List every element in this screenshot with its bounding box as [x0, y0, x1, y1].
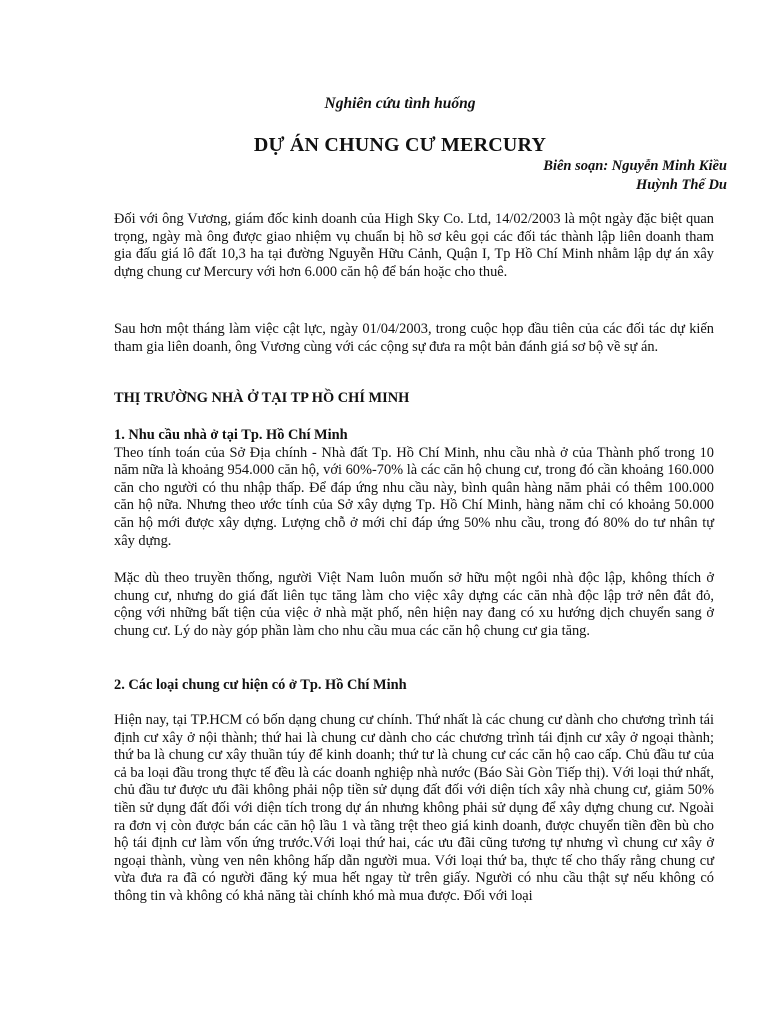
intro-paragraph-1 [114, 211, 714, 281]
subsection-heading-types: 2. Các loại chung cư hiện có ở Tp. Hồ Chí Minh [114, 677, 407, 693]
section-heading-market: THỊ TRƯỜNG NHÀ Ở TẠI TP HỒ CHÍ MINH [114, 390, 410, 406]
subsection-demand [114, 427, 714, 550]
paragraph: Hiện nay, tại TP.HCM có bốn dạng chung cư chính. Thứ nhất là các chung cư dành cho chương trình tái định cư xây ở nội thành; thứ hai là chung cư dành cho các chương trình tái định cư xây ở ngoại thành; thứ ba là chung cư xây thuần túy để kinh doanh; thứ tư là chung cư các căn hộ cao cấp. Chủ đầu tư của cả ba loại đầu trong thực tế đều là các doanh nghiệp nhà nước (Báo Sài Gòn Tiếp thị). Với loại thứ nhất, chủ đầu tư được ưu đãi không phải nộp tiền sử dụng đất đối với diện tích xây nhà chung cư, giảm 50% tiền sử dụng đất đối với diện tích trong dự án nhưng không phải sử dụng để xây dựng chung cư. Ngoài ra đơn vị còn được bán các căn hộ lầu 1 và tầng trệt theo giá kinh doanh, được chuyển tiền đền bù cho hộ tái định cư làm vốn ứng trước.Với loại thứ hai, các ưu đãi cũng tương tự nhưng vì chung cư xây ở ngoại thành, vùng ven nên không hấp dẫn người mua. Với loại thứ ba, thực tế cho thấy rằng chung cư vừa đưa ra đã có người đăng ký mua hết ngay từ trên giấy. Người có nhu cầu thật sự nếu không có thông tin và không có khả năng tài chính khó mà mua được. Đối với loại [114, 712, 714, 904]
document-title: DỰ ÁN CHUNG CƯ MERCURY [253, 134, 547, 156]
intro-paragraph-2 [114, 321, 714, 356]
paragraph: Sau hơn một tháng làm việc cật lực, ngày 01/04/2003, trong cuộc họp đầu tiên của các đối tác dự kiến tham gia liên doanh, ông Vương cùng với các cộng sự đưa ra một bản đánh giá sơ bộ về sự án. [114, 321, 714, 355]
author-line: Biên soạn: Nguyễn Minh Kiều [543, 158, 727, 174]
subsection-heading: 1. Nhu cầu nhà ở tại Tp. Hồ Chí Minh [114, 427, 348, 443]
paragraph: Đối với ông Vương, giám đốc kinh doanh của High Sky Co. Ltd, 14/02/2003 là một ngày đặc biệt quan trọng, ngày mà ông được giao nhiệm vụ chuẩn bị hồ sơ kêu gọi các đối tác thành lập liên doanh tham gia đấu giá lô đất 10,3 ha tại đường Nguyễn Hữu Cảnh, Quận I, Tp Hồ Chí Minh nhằm lập dự án xây dựng chung cư Mercury với hơn 6.000 căn hộ để bán hoặc cho thuê. [114, 211, 714, 280]
author-line: Huỳnh Thế Du [635, 177, 727, 193]
subsection-types-paragraph [114, 712, 714, 906]
paragraph: Mặc dù theo truyền thống, người Việt Nam luôn muốn sở hữu một ngôi nhà độc lập, không thích ở chung cư, nhưng do giá đất liên tục tăng làm cho việc xây dựng các căn nhà độc lập trở nên đắt đỏ, cộng với những bất tiện của việc ở nhà mặt phố, nên hiện nay đang có xu hướng dịch chuyển sang ở chung cư. Lý do này góp phần làm cho nhu cầu mua các căn hộ chung cư gia tăng. [114, 570, 714, 639]
subsection-demand-paragraph-2 [114, 570, 714, 640]
paragraph: Theo tính toán của Sở Địa chính - Nhà đất Tp. Hồ Chí Minh, nhu cầu nhà ở của Thành phố trong 10 năm nữa là khoảng 954.000 căn hộ, với 60%-70% là các căn hộ chung cư, trong đó cần khoảng 160.000 căn cho người có thu nhập thấp. Để đáp ứng nhu cầu này, bình quân hàng năm phải có thêm 100.000 căn hộ nữa. Nhưng theo ước tính của Sở xây dựng Tp. Hồ Chí Minh, hàng năm chỉ có khoảng 50.000 căn hộ mới được xây dựng. Lượng chỗ ở mới chỉ đáp ứng 50% nhu cầu, trong đó 80% do tư nhân tự xây dựng. [114, 444, 714, 549]
author-block [543, 157, 727, 195]
case-study-label: Nghiên cứu tình huống [324, 95, 476, 112]
